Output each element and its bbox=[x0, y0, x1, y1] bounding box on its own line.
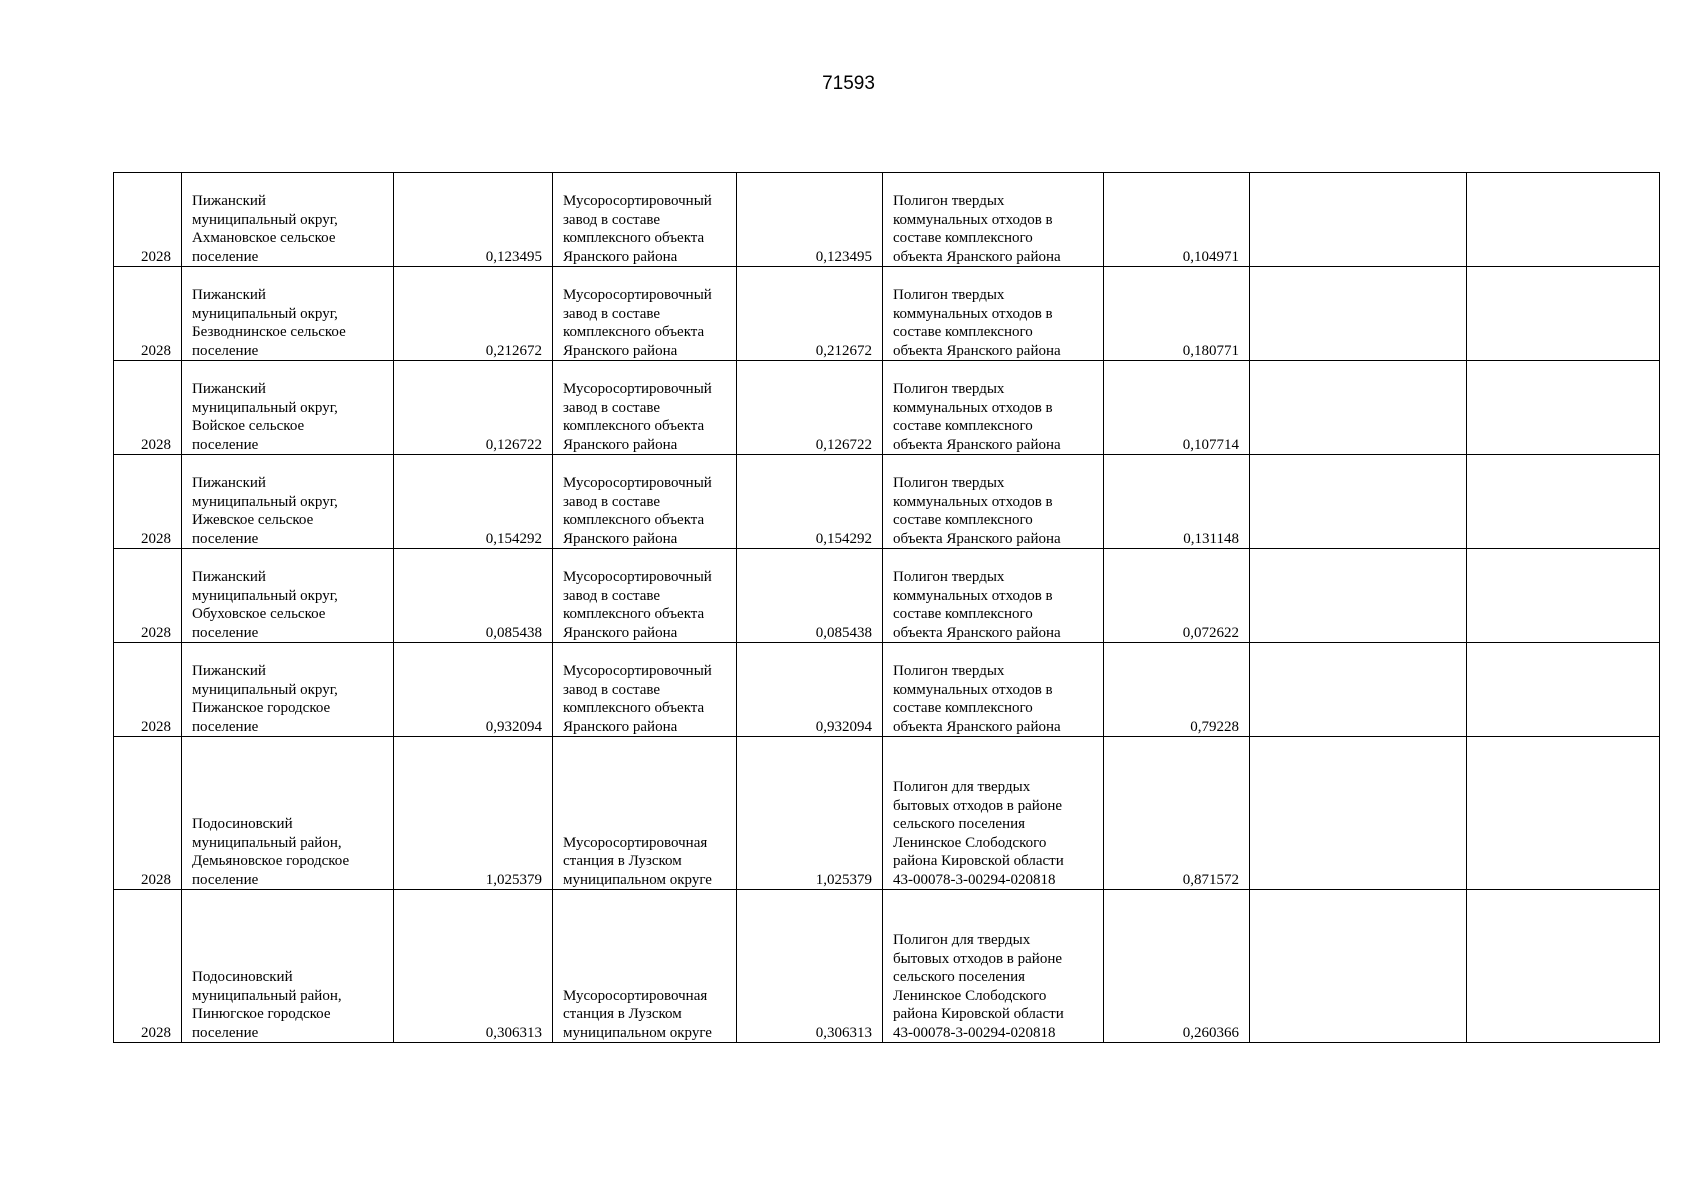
empty-cell bbox=[1250, 361, 1467, 455]
volume-cell: 0,154292 bbox=[394, 455, 553, 549]
empty-cell bbox=[1467, 361, 1660, 455]
landfill-cell: Полигон твердых коммунальных отходов в составе комплексного объекта Яранского района bbox=[883, 267, 1104, 361]
landfill-cell: Полигон твердых коммунальных отходов в составе комплексного объекта Яранского района bbox=[883, 549, 1104, 643]
volume-cell: 0,932094 bbox=[394, 643, 553, 737]
sorting-facility-cell: Мусоросортировочный завод в составе комплексного объекта Яранского района bbox=[553, 267, 737, 361]
volume-cell: 1,025379 bbox=[394, 737, 553, 890]
landfill-volume-cell: 0,180771 bbox=[1104, 267, 1250, 361]
year-cell: 2028 bbox=[114, 267, 182, 361]
municipality-cell: Пижанский муниципальный округ, Войское сельское поселение bbox=[182, 361, 394, 455]
municipality-cell: Пижанский муниципальный округ, Ахмановское сельское поселение bbox=[182, 173, 394, 267]
municipality-cell: Пижанский муниципальный округ, Обуховское сельское поселение bbox=[182, 549, 394, 643]
landfill-cell: Полигон твердых коммунальных отходов в составе комплексного объекта Яранского района bbox=[883, 643, 1104, 737]
volume-cell: 0,126722 bbox=[394, 361, 553, 455]
year-cell: 2028 bbox=[114, 173, 182, 267]
sorting-facility-cell: Мусоросортировочный завод в составе комплексного объекта Яранского района bbox=[553, 455, 737, 549]
table-row bbox=[114, 549, 1660, 643]
waste-flow-table bbox=[113, 172, 1660, 1043]
empty-cell bbox=[1250, 267, 1467, 361]
year-cell: 2028 bbox=[114, 549, 182, 643]
landfill-cell: Полигон твердых коммунальных отходов в составе комплексного объекта Яранского района bbox=[883, 361, 1104, 455]
empty-cell bbox=[1250, 455, 1467, 549]
municipality-cell: Подосиновский муниципальный район, Пинюгское городское поселение bbox=[182, 890, 394, 1043]
empty-cell bbox=[1250, 890, 1467, 1043]
sorting-volume-cell: 0,085438 bbox=[737, 549, 883, 643]
landfill-volume-cell: 0,260366 bbox=[1104, 890, 1250, 1043]
table-row bbox=[114, 267, 1660, 361]
sorting-volume-cell: 0,212672 bbox=[737, 267, 883, 361]
empty-cell bbox=[1467, 890, 1660, 1043]
landfill-volume-cell: 0,79228 bbox=[1104, 643, 1250, 737]
municipality-cell: Пижанский муниципальный округ, Безводнинское сельское поселение bbox=[182, 267, 394, 361]
empty-cell bbox=[1250, 737, 1467, 890]
landfill-volume-cell: 0,072622 bbox=[1104, 549, 1250, 643]
empty-cell bbox=[1467, 643, 1660, 737]
sorting-volume-cell: 0,154292 bbox=[737, 455, 883, 549]
year-cell: 2028 bbox=[114, 455, 182, 549]
table-row bbox=[114, 643, 1660, 737]
table-row bbox=[114, 173, 1660, 267]
sorting-facility-cell: Мусоросортировочная станция в Лузском муниципальном округе bbox=[553, 737, 737, 890]
landfill-volume-cell: 0,871572 bbox=[1104, 737, 1250, 890]
table-row bbox=[114, 361, 1660, 455]
year-cell: 2028 bbox=[114, 737, 182, 890]
landfill-volume-cell: 0,131148 bbox=[1104, 455, 1250, 549]
sorting-volume-cell: 0,932094 bbox=[737, 643, 883, 737]
landfill-volume-cell: 0,104971 bbox=[1104, 173, 1250, 267]
sorting-volume-cell: 0,306313 bbox=[737, 890, 883, 1043]
table-row bbox=[114, 737, 1660, 890]
empty-cell bbox=[1467, 267, 1660, 361]
year-cell: 2028 bbox=[114, 643, 182, 737]
sorting-facility-cell: Мусоросортировочный завод в составе комплексного объекта Яранского района bbox=[553, 361, 737, 455]
year-cell: 2028 bbox=[114, 890, 182, 1043]
landfill-volume-cell: 0,107714 bbox=[1104, 361, 1250, 455]
page-number: 71593 bbox=[822, 73, 875, 94]
sorting-volume-cell: 0,123495 bbox=[737, 173, 883, 267]
sorting-facility-cell: Мусоросортировочный завод в составе комплексного объекта Яранского района bbox=[553, 643, 737, 737]
table-row bbox=[114, 455, 1660, 549]
sorting-facility-cell: Мусоросортировочная станция в Лузском муниципальном округе bbox=[553, 890, 737, 1043]
empty-cell bbox=[1467, 455, 1660, 549]
sorting-volume-cell: 0,126722 bbox=[737, 361, 883, 455]
landfill-cell: Полигон для твердых бытовых отходов в районе сельского поселения Ленинское Слободского района Кировской области 43-00078-3-00294-020818 bbox=[883, 890, 1104, 1043]
volume-cell: 0,212672 bbox=[394, 267, 553, 361]
empty-cell bbox=[1467, 549, 1660, 643]
empty-cell bbox=[1250, 643, 1467, 737]
municipality-cell: Подосиновский муниципальный район, Демьяновское городское поселение bbox=[182, 737, 394, 890]
landfill-cell: Полигон твердых коммунальных отходов в составе комплексного объекта Яранского района bbox=[883, 455, 1104, 549]
empty-cell bbox=[1467, 173, 1660, 267]
empty-cell bbox=[1250, 173, 1467, 267]
sorting-facility-cell: Мусоросортировочный завод в составе комплексного объекта Яранского района bbox=[553, 549, 737, 643]
landfill-cell: Полигон твердых коммунальных отходов в составе комплексного объекта Яранского района bbox=[883, 173, 1104, 267]
volume-cell: 0,085438 bbox=[394, 549, 553, 643]
sorting-volume-cell: 1,025379 bbox=[737, 737, 883, 890]
year-cell: 2028 bbox=[114, 361, 182, 455]
sorting-facility-cell: Мусоросортировочный завод в составе комплексного объекта Яранского района bbox=[553, 173, 737, 267]
table-row bbox=[114, 890, 1660, 1043]
volume-cell: 0,123495 bbox=[394, 173, 553, 267]
volume-cell: 0,306313 bbox=[394, 890, 553, 1043]
municipality-cell: Пижанский муниципальный округ, Пижанское городское поселение bbox=[182, 643, 394, 737]
landfill-cell: Полигон для твердых бытовых отходов в районе сельского поселения Ленинское Слободского района Кировской области 43-00078-3-00294-020818 bbox=[883, 737, 1104, 890]
empty-cell bbox=[1467, 737, 1660, 890]
municipality-cell: Пижанский муниципальный округ, Ижевское сельское поселение bbox=[182, 455, 394, 549]
empty-cell bbox=[1250, 549, 1467, 643]
